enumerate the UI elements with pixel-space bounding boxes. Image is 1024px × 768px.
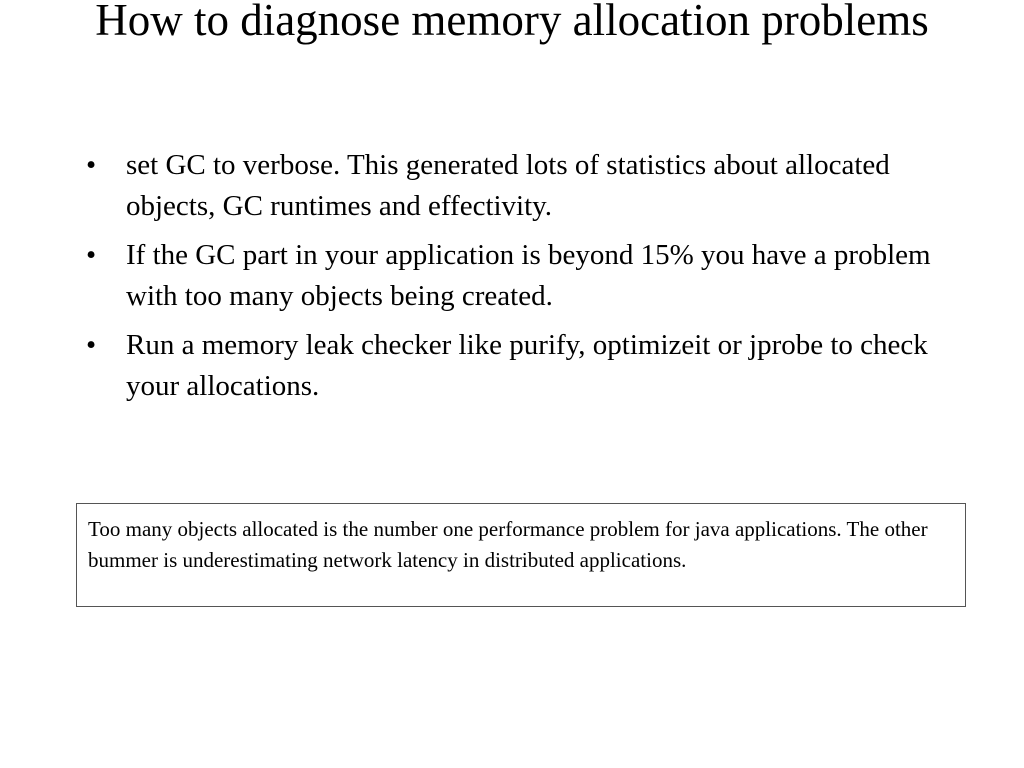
- bullet-text: set GC to verbose. This generated lots of statistics about allocated objects, GC runtimes and effectivity.: [126, 149, 890, 222]
- bullet-item: [86, 325, 946, 407]
- bullet-text: Run a memory leak checker like purify, optimizeit or jprobe to check your allocations.: [126, 329, 928, 402]
- note-box: [76, 503, 966, 607]
- slide-title: How to diagnose memory allocation problems: [95, 0, 929, 45]
- bullet-item: [86, 235, 946, 317]
- bullet-item: [86, 145, 946, 227]
- bullet-marker: •: [86, 239, 97, 271]
- note-text: Too many objects allocated is the number one performance problem for java applications. The other bummer is underestimating network latency in distributed applications.: [88, 517, 928, 572]
- bullet-marker: •: [86, 329, 97, 361]
- bullet-text: If the GC part in your application is beyond 15% you have a problem with too many objects being created.: [126, 239, 931, 312]
- bullet-list: [86, 145, 946, 415]
- bullet-marker: •: [86, 149, 97, 181]
